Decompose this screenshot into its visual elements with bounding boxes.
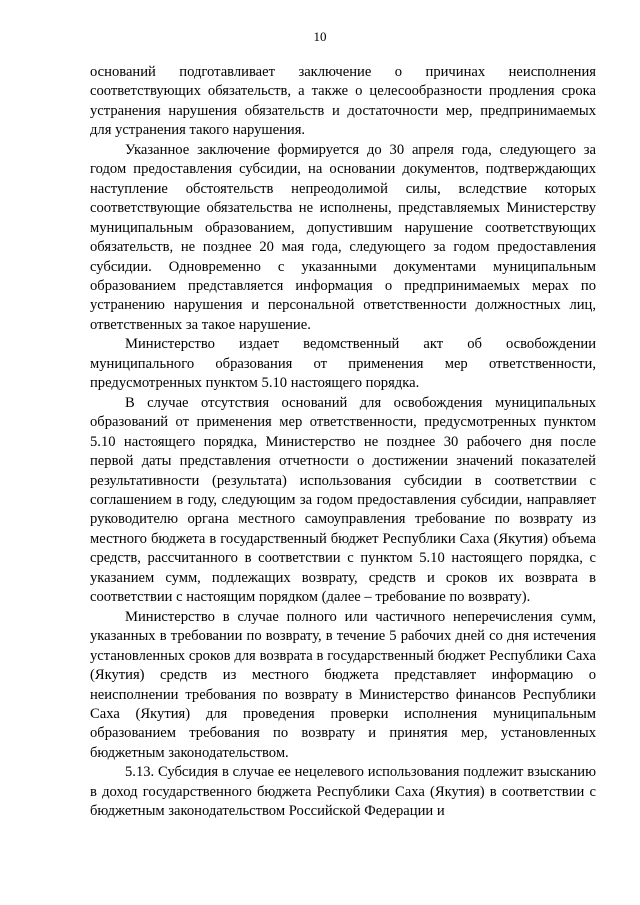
paragraph-5-13: 5.13. Субсидия в случае ее нецелевого использования подлежит взысканию в доход государственного бюджета Республики Саха (Якутия) в соответствии с бюджетным законодательством Российской Федерации и [90,764,596,820]
document-body [90,63,596,822]
page-number: 10 [313,29,327,44]
paragraph-continuation: оснований подготавливает заключение о причинах неисполнения соответствующих обязательств, а также о целесообразности продления срока устранения нарушения обязательств и достаточности мер, предпринимаемых для устранения такого нарушения. [90,64,596,139]
paragraph-nonpayment-info: Министерство в случае полного или частичного неперечисления сумм, указанных в требовании по возврату, в течение 5 рабочих дней со дня истечения установленных сроков для возврата в государственный бюджет Республики Саха (Якутия) средств из местного бюджета представляет информацию о неисполнении требования по возврату в Министерство финансов Республики Саха (Якутия) для проведения проверки исполнения муниципальным образованием требования по возврату и принятия мер, установленных бюджетным законодательством. [90,608,596,761]
paragraph-conclusion-deadline: Указанное заключение формируется до 30 апреля года, следующего за годом предоставления субсидии, на основании документов, подтверждающих наступление обстоятельств непреодолимой силы, вследствие которых соответствующие обязательства не исполнены, представляемых Министерству муниципальным образованием, допустившим нарушение соответствующих обязательств, не позднее 20 мая года, следующего за годом предоставления субсидии. Одновременно с указанными документами муниципальным образованием представляется информация о предпринимаемых мерах по устранению нарушения и персональной ответственности должностных лиц, ответственных за такое нарушение. [90,141,596,333]
paragraph-refund-requirement: В случае отсутствия оснований для освобождения муниципальных образований от применения мер ответственности, предусмотренных пунктом 5.10 настоящего порядка, Министерство не позднее 30 рабочего дня после первой даты представления отчетности о достижении значений показателей результативности (результата) использования субсидии в соответствии с соглашением в году, следующим за годом предоставления субсидии, направляет руководителю органа местного самоуправления требование по возврату из местного бюджета в государственный бюджет Республики Саха (Якутия) объема средств, рассчитанного в соответствии с пунктом 5.10 настоящего порядка, с указанием сумм, подлежащих возврату, средств и сроков их возврата в соответствии с настоящим порядком (далее – требование по возврату). [90,394,596,606]
paragraph-ministry-act: Министерство издает ведомственный акт об освобождении муниципального образования от применения мер ответственности, предусмотренных пунктом 5.10 настоящего порядка. [90,336,596,392]
